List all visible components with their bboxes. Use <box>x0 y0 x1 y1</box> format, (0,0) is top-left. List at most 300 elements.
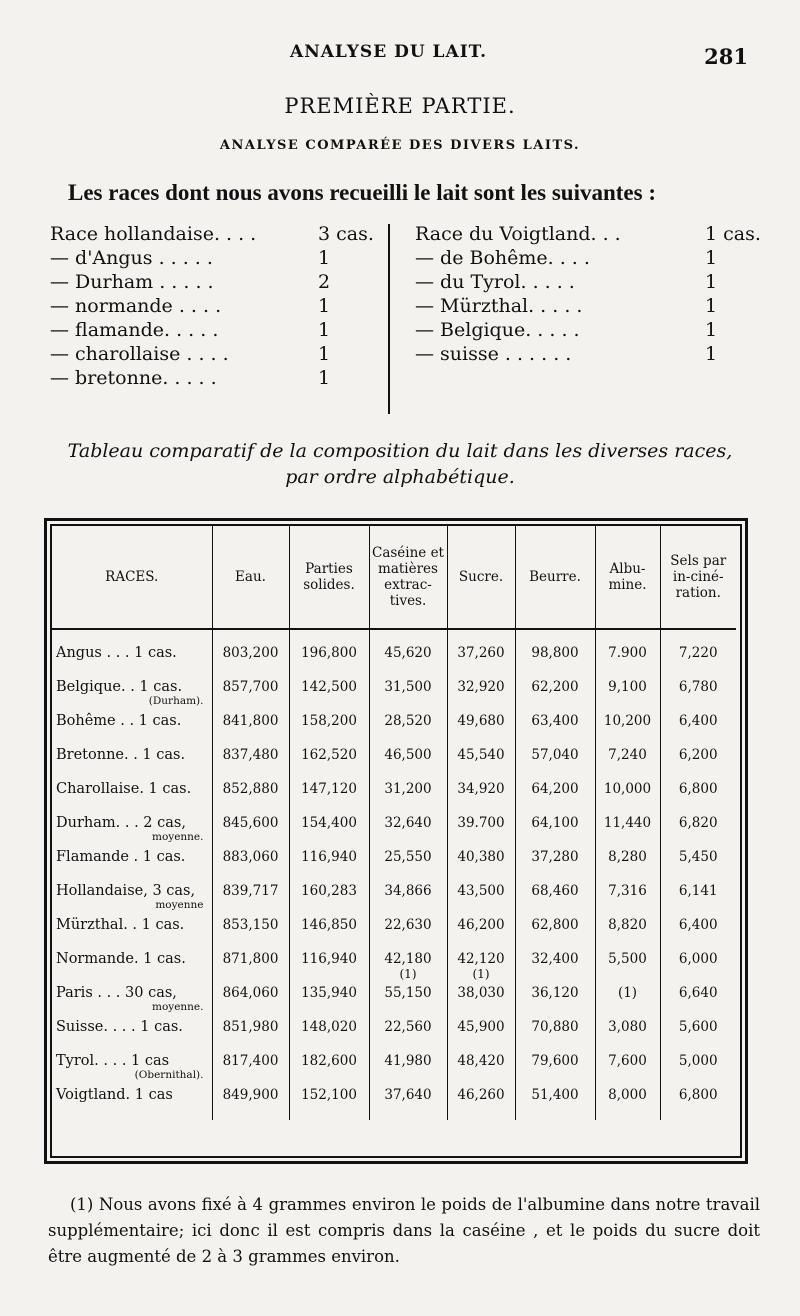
sucre-value: 42,120 <box>457 951 505 967</box>
eau-value: 871,800 <box>222 951 279 967</box>
race-name: — bretonne. . . . . <box>50 367 217 389</box>
albumine-cell <box>595 629 660 678</box>
eau-value: 864,060 <box>222 985 279 1001</box>
solides-cell <box>289 916 369 950</box>
sucre-cell <box>447 916 515 950</box>
caption-line-1: Tableau comparatif de la composition du lait dans les diverses races, <box>67 440 733 462</box>
caseine-value: 32,640 <box>384 815 432 831</box>
sels-value: 6,820 <box>678 815 718 831</box>
race-count: 1 <box>705 247 718 269</box>
caseine-cell <box>369 746 447 780</box>
albumine-cell <box>595 950 660 984</box>
race-name: — Durham . . . . . <box>50 271 214 293</box>
sucre-cell <box>447 1018 515 1052</box>
caseine-value: 28,520 <box>384 713 432 729</box>
race-list-item <box>415 318 755 342</box>
sels-value: 7,220 <box>678 645 718 661</box>
race-count: 1 cas. <box>705 223 761 245</box>
sels-cell <box>660 780 736 814</box>
race-list-item <box>415 222 761 246</box>
race-count: 2 <box>318 271 331 293</box>
table-header-row <box>52 526 736 629</box>
eau-cell <box>212 746 289 780</box>
sucre-cell <box>447 746 515 780</box>
footnote <box>48 1192 760 1270</box>
solides-value: 147,120 <box>301 781 357 797</box>
race-label: Tyrol. . . . 1 cas <box>56 1053 170 1069</box>
caseine-cell <box>369 950 447 984</box>
albumine-value: 8,820 <box>608 917 647 933</box>
race-list-item <box>50 222 385 246</box>
solides-value: 146,850 <box>301 917 357 933</box>
table-row <box>52 814 736 848</box>
sucre-cell <box>447 882 515 916</box>
sels-value: 6,141 <box>678 883 718 899</box>
caseine-value: 46,500 <box>384 747 432 763</box>
race-label: Belgique. . 1 cas. <box>56 679 183 695</box>
albumine-value: 10,200 <box>603 713 652 729</box>
table-row <box>52 882 736 916</box>
sucre-value: 32,920 <box>457 679 505 695</box>
solides-cell <box>289 848 369 882</box>
beurre-cell <box>515 1086 595 1120</box>
beurre-cell <box>515 629 595 678</box>
caseine-value: 41,980 <box>384 1053 432 1069</box>
albumine-cell <box>595 1018 660 1052</box>
albumine-value: 3,080 <box>608 1019 647 1035</box>
running-head <box>0 42 800 72</box>
race-label: Durham. . . 2 cas, <box>56 815 186 831</box>
beurre-cell <box>515 1018 595 1052</box>
sucre-value: 43,500 <box>457 883 505 899</box>
race-cell <box>52 746 212 780</box>
race-note: moyenne. <box>151 831 204 843</box>
eau-cell <box>212 1052 289 1086</box>
beurre-cell <box>515 712 595 746</box>
race-note: (Durham). <box>148 695 204 707</box>
sels-value: 6,400 <box>678 713 718 729</box>
beurre-cell <box>515 1052 595 1086</box>
column-header: Sels par in-ciné-ration. <box>660 526 736 629</box>
caseine-value: 42,180 <box>384 951 432 967</box>
race-count: 1 <box>705 343 718 365</box>
race-cell <box>52 1018 212 1052</box>
race-cell <box>52 950 212 984</box>
beurre-value: 62,800 <box>531 917 579 933</box>
albumine-cell <box>595 678 660 712</box>
caseine-cell <box>369 814 447 848</box>
eau-cell <box>212 678 289 712</box>
albumine-cell <box>595 984 660 1018</box>
eau-value: 845,600 <box>222 815 279 831</box>
races-divider <box>388 224 390 414</box>
caseine-value: 22,630 <box>384 917 432 933</box>
beurre-cell <box>515 848 595 882</box>
race-name: — d'Angus . . . . . <box>50 247 213 269</box>
albumine-cell <box>595 882 660 916</box>
race-list-item <box>50 294 385 318</box>
albumine-cell <box>595 1052 660 1086</box>
sels-cell <box>660 678 736 712</box>
eau-value: 852,880 <box>222 781 279 797</box>
beurre-value: 63,400 <box>531 713 579 729</box>
race-cell <box>52 984 212 1018</box>
solides-cell <box>289 629 369 678</box>
albumine-cell <box>595 712 660 746</box>
caseine-cell <box>369 882 447 916</box>
solides-cell <box>289 678 369 712</box>
eau-value: 883,060 <box>222 849 279 865</box>
eau-value: 849,900 <box>222 1087 279 1103</box>
race-label: Paris . . . 30 cas, <box>56 985 177 1001</box>
sels-value: 6,200 <box>678 747 718 763</box>
beurre-value: 79,600 <box>531 1053 579 1069</box>
sucre-value: 39.700 <box>457 815 505 831</box>
sucre-value: 48,420 <box>457 1053 505 1069</box>
race-count: 1 <box>318 367 331 389</box>
race-count: 1 <box>318 295 331 317</box>
solides-value: 158,200 <box>301 713 357 729</box>
race-count: 1 <box>318 319 331 341</box>
table-row <box>52 780 736 814</box>
races-right-column <box>415 222 761 366</box>
sucre-cell <box>447 950 515 984</box>
race-label: Suisse. . . . 1 cas. <box>56 1019 183 1035</box>
caseine-value: 37,640 <box>384 1087 432 1103</box>
eau-cell <box>212 882 289 916</box>
race-name: Race hollandaise. . . . <box>50 223 257 245</box>
albumine-cell <box>595 1086 660 1120</box>
race-cell <box>52 780 212 814</box>
race-name: — normande . . . . <box>50 295 222 317</box>
race-list-item <box>415 342 755 366</box>
beurre-value: 70,880 <box>531 1019 579 1035</box>
table-row <box>52 678 736 712</box>
beurre-value: 37,280 <box>531 849 579 865</box>
eau-cell <box>212 1086 289 1120</box>
solides-value: 116,940 <box>301 951 357 967</box>
sucre-cell <box>447 984 515 1018</box>
race-list-item <box>50 270 385 294</box>
caseine-cell <box>369 629 447 678</box>
race-list-item <box>50 342 385 366</box>
footnote-text: (1) Nous avons fixé à 4 grammes environ le poids de l'albumine dans notre travail supplémentaire; ici donc il est compris dans la caséine , et le poids du sucre doit être augmenté de 2 à 3 grammes environ. <box>48 1195 760 1266</box>
beurre-value: 32,400 <box>531 951 579 967</box>
albumine-value: 8,280 <box>608 849 647 865</box>
albumine-value: 8,000 <box>608 1087 647 1103</box>
beurre-cell <box>515 916 595 950</box>
caseine-note: (1) <box>399 967 417 981</box>
solides-value: 162,520 <box>301 747 357 763</box>
sels-cell <box>660 814 736 848</box>
column-header: Eau. <box>212 526 289 629</box>
race-name: — Mürzthal. . . . . <box>415 295 583 317</box>
eau-value: 853,150 <box>222 917 279 933</box>
column-header: Albu-mine. <box>595 526 660 629</box>
race-cell <box>52 848 212 882</box>
albumine-value: 7,316 <box>608 883 647 899</box>
race-note: moyenne <box>155 899 204 911</box>
beurre-value: 64,200 <box>531 781 579 797</box>
beurre-value: 57,040 <box>531 747 579 763</box>
column-header: RACES. <box>52 526 212 629</box>
eau-value: 803,200 <box>222 645 279 661</box>
caseine-value: 45,620 <box>384 645 432 661</box>
solides-cell <box>289 712 369 746</box>
race-label: Charollaise. 1 cas. <box>56 781 192 797</box>
albumine-cell <box>595 814 660 848</box>
albumine-value: 9,100 <box>608 679 647 695</box>
beurre-value: 51,400 <box>531 1087 579 1103</box>
solides-value: 135,940 <box>301 985 357 1001</box>
eau-value: 837,480 <box>222 747 279 763</box>
race-list-item <box>50 366 385 390</box>
eau-value: 839,717 <box>222 883 279 899</box>
eau-cell <box>212 814 289 848</box>
solides-cell <box>289 1018 369 1052</box>
column-header: Caséine et matières extrac-tives. <box>369 526 447 629</box>
race-list-item <box>415 246 755 270</box>
section-title: ANALYSE COMPARÉE DES DIVERS LAITS. <box>219 138 581 153</box>
race-name: Race du Voigtland. . . <box>415 223 621 245</box>
albumine-value: 7,600 <box>608 1053 647 1069</box>
sucre-cell <box>447 1052 515 1086</box>
caseine-cell <box>369 1086 447 1120</box>
caseine-cell <box>369 984 447 1018</box>
race-count: 1 <box>705 319 718 341</box>
race-count: 3 cas. <box>318 223 374 245</box>
eau-value: 817,400 <box>222 1053 279 1069</box>
sels-cell <box>660 848 736 882</box>
table-row <box>52 1018 736 1052</box>
race-cell <box>52 712 212 746</box>
race-list-item <box>415 294 755 318</box>
caseine-cell <box>369 916 447 950</box>
sucre-value: 45,900 <box>457 1019 505 1035</box>
beurre-cell <box>515 950 595 984</box>
sels-value: 6,780 <box>678 679 718 695</box>
table-row <box>52 1052 736 1086</box>
sels-value: 6,800 <box>678 781 718 797</box>
sels-cell <box>660 984 736 1018</box>
solides-cell <box>289 950 369 984</box>
race-label: Mürzthal. . 1 cas. <box>56 917 185 933</box>
sucre-value: 45,540 <box>457 747 505 763</box>
sels-value: 5,600 <box>678 1019 718 1035</box>
caseine-value: 22,560 <box>384 1019 432 1035</box>
sels-cell <box>660 1018 736 1052</box>
albumine-cell <box>595 746 660 780</box>
race-label: Normande. 1 cas. <box>56 951 186 967</box>
races-left-column <box>50 222 385 390</box>
sels-value: 5,000 <box>678 1053 718 1069</box>
race-count: 1 <box>318 343 331 365</box>
table-row <box>52 712 736 746</box>
solides-cell <box>289 814 369 848</box>
albumine-value: (1) <box>617 985 638 1001</box>
sucre-value: 37,260 <box>457 645 505 661</box>
eau-value: 851,980 <box>222 1019 279 1035</box>
eau-cell <box>212 848 289 882</box>
table-row <box>52 848 736 882</box>
eau-cell <box>212 629 289 678</box>
beurre-cell <box>515 780 595 814</box>
caseine-value: 25,550 <box>384 849 432 865</box>
column-header: Sucre. <box>447 526 515 629</box>
race-list-item <box>415 270 755 294</box>
caseine-cell <box>369 1018 447 1052</box>
beurre-value: 98,800 <box>531 645 579 661</box>
beurre-cell <box>515 678 595 712</box>
beurre-cell <box>515 814 595 848</box>
composition-table <box>52 526 736 1120</box>
solides-value: 142,500 <box>301 679 357 695</box>
sels-cell <box>660 1052 736 1086</box>
eau-cell <box>212 712 289 746</box>
race-list-item <box>50 318 385 342</box>
beurre-value: 68,460 <box>531 883 579 899</box>
race-label: Voigtland. 1 cas <box>56 1087 173 1103</box>
albumine-value: 7.900 <box>608 645 647 661</box>
albumine-value: 7,240 <box>608 747 647 763</box>
race-label: Hollandaise, 3 cas, <box>56 883 196 899</box>
race-cell <box>52 678 212 712</box>
eau-cell <box>212 916 289 950</box>
race-note: moyenne. <box>151 1001 204 1013</box>
race-list-item <box>50 246 385 270</box>
caseine-cell <box>369 678 447 712</box>
beurre-cell <box>515 882 595 916</box>
caseine-value: 55,150 <box>384 985 432 1001</box>
sucre-cell <box>447 712 515 746</box>
beurre-value: 36,120 <box>531 985 579 1001</box>
sucre-value: 46,200 <box>457 917 505 933</box>
race-count: 1 <box>705 295 718 317</box>
table-body <box>52 629 736 1120</box>
caseine-value: 31,200 <box>384 781 432 797</box>
sucre-value: 34,920 <box>457 781 505 797</box>
column-header: Parties solides. <box>289 526 369 629</box>
sels-value: 6,000 <box>678 951 718 967</box>
caseine-cell <box>369 780 447 814</box>
table-caption <box>30 438 770 490</box>
race-note: (Obernithal). <box>134 1069 204 1081</box>
race-cell <box>52 1086 212 1120</box>
race-cell <box>52 882 212 916</box>
sels-cell <box>660 916 736 950</box>
caption-line-2: par ordre alphabétique. <box>285 466 515 488</box>
solides-value: 196,800 <box>301 645 357 661</box>
sucre-cell <box>447 1086 515 1120</box>
sels-cell <box>660 950 736 984</box>
eau-cell <box>212 950 289 984</box>
albumine-cell <box>595 916 660 950</box>
race-name: — suisse . . . . . . <box>415 343 572 365</box>
eau-cell <box>212 1018 289 1052</box>
beurre-value: 62,200 <box>531 679 579 695</box>
albumine-cell <box>595 848 660 882</box>
table-row <box>52 984 736 1018</box>
solides-cell <box>289 1052 369 1086</box>
eau-value: 857,700 <box>222 679 279 695</box>
caseine-value: 31,500 <box>384 679 432 695</box>
caseine-cell <box>369 848 447 882</box>
sels-cell <box>660 882 736 916</box>
sels-cell <box>660 1086 736 1120</box>
albumine-value: 11,440 <box>603 815 652 831</box>
solides-value: 182,600 <box>301 1053 357 1069</box>
race-name: — du Tyrol. . . . . <box>415 271 575 293</box>
table-row <box>52 950 736 984</box>
running-title: ANALYSE DU LAIT. <box>290 42 488 62</box>
eau-value: 841,800 <box>222 713 279 729</box>
caseine-cell <box>369 712 447 746</box>
race-cell <box>52 1052 212 1086</box>
beurre-cell <box>515 984 595 1018</box>
race-label: Bohême . . 1 cas. <box>56 713 182 729</box>
race-cell <box>52 629 212 678</box>
solides-cell <box>289 780 369 814</box>
sucre-cell <box>447 678 515 712</box>
solides-value: 160,283 <box>301 883 357 899</box>
solides-cell <box>289 882 369 916</box>
table-row <box>52 629 736 678</box>
sels-cell <box>660 629 736 678</box>
race-name: — de Bohême. . . . <box>415 247 590 269</box>
races-list <box>50 222 761 422</box>
race-cell <box>52 814 212 848</box>
intro-sentence <box>68 180 768 206</box>
solides-value: 154,400 <box>301 815 357 831</box>
beurre-cell <box>515 746 595 780</box>
table-row <box>52 916 736 950</box>
beurre-value: 64,100 <box>531 815 579 831</box>
sucre-value: 40,380 <box>457 849 505 865</box>
sucre-note: (1) <box>472 967 490 981</box>
column-header: Beurre. <box>515 526 595 629</box>
solides-cell <box>289 1086 369 1120</box>
race-name: — flamande. . . . . <box>50 319 219 341</box>
solides-value: 152,100 <box>301 1087 357 1103</box>
sels-value: 6,640 <box>678 985 718 1001</box>
table-row <box>52 746 736 780</box>
race-label: Bretonne. . 1 cas. <box>56 747 186 763</box>
race-label: Flamande . 1 cas. <box>56 849 186 865</box>
table-row <box>52 1086 736 1120</box>
race-name: — charollaise . . . . <box>50 343 229 365</box>
caseine-value: 34,866 <box>384 883 432 899</box>
sels-value: 6,800 <box>678 1087 718 1103</box>
race-count: 1 <box>705 271 718 293</box>
sels-cell <box>660 712 736 746</box>
intro-text: Les races dont nous avons recueilli le lait sont les suivantes : <box>68 180 657 205</box>
sucre-cell <box>447 848 515 882</box>
eau-cell <box>212 984 289 1018</box>
eau-cell <box>212 780 289 814</box>
sucre-cell <box>447 780 515 814</box>
part-title: PREMIÈRE PARTIE. <box>284 94 516 118</box>
sucre-value: 38,030 <box>457 985 505 1001</box>
albumine-value: 10,000 <box>603 781 652 797</box>
sels-value: 5,450 <box>678 849 718 865</box>
page-number: 281 <box>704 44 748 69</box>
race-name: — Belgique. . . . . <box>415 319 580 341</box>
albumine-cell <box>595 780 660 814</box>
sels-value: 6,400 <box>678 917 718 933</box>
solides-cell <box>289 984 369 1018</box>
caseine-cell <box>369 1052 447 1086</box>
race-label: Angus . . . 1 cas. <box>56 645 177 661</box>
